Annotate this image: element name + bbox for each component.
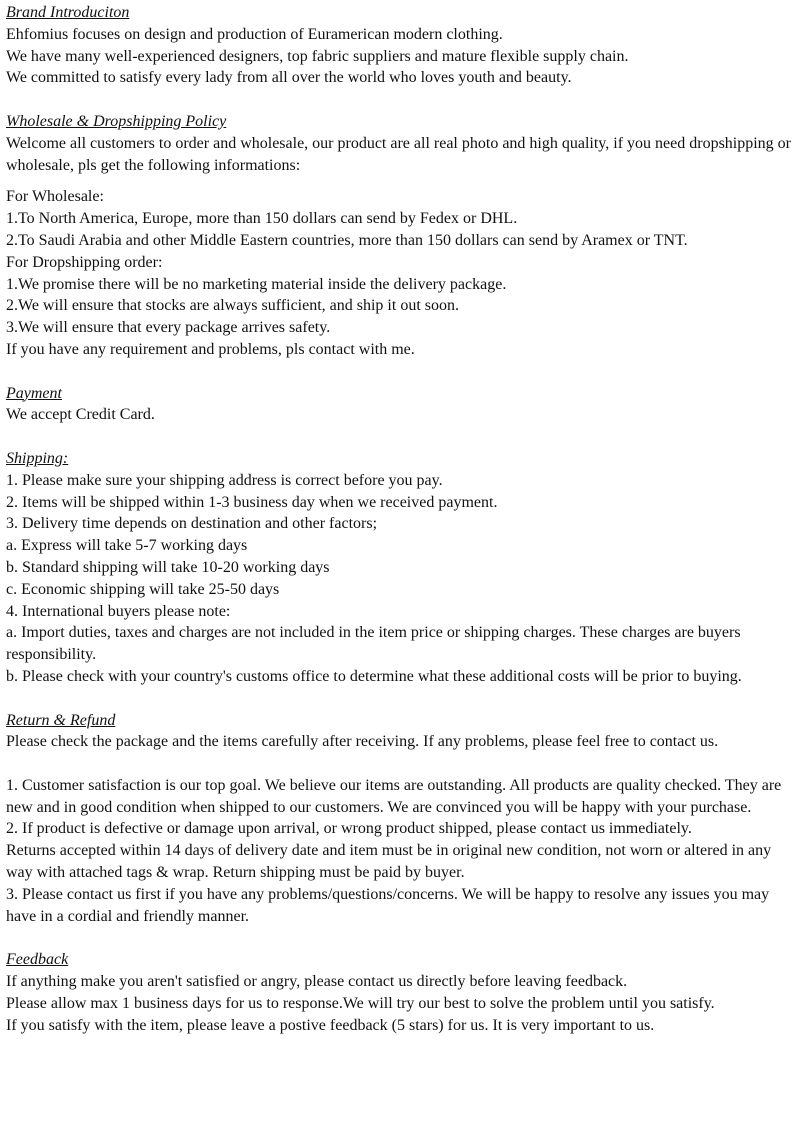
shipping-line: b. Please check with your country's customs office to determine what these additional costs will be prior to buying.	[6, 667, 742, 685]
shipping-line: 4. International buyers please note:	[6, 602, 231, 620]
feedback-title: Feedback	[6, 951, 69, 969]
shipping-line: 1. Please make sure your shipping address is correct before you pay.	[6, 471, 443, 489]
dropshipping-line: If you have any requirement and problems, pls contact with me.	[6, 340, 415, 358]
shipping-line: c. Economic shipping will take 25-50 days	[6, 580, 280, 598]
wholesale-title: Wholesale & Dropshipping Policy	[6, 112, 227, 130]
wholesale-section	[6, 111, 794, 361]
dropshipping-line: For Dropshipping order:	[6, 253, 163, 271]
shipping-section	[6, 448, 794, 688]
wholesale-line: 1.To North America, Europe, more than 150 dollars can send by Fedex or DHL.	[6, 210, 518, 228]
brand-title: Brand Introduciton	[6, 4, 130, 21]
shipping-line: a. Express will take 5-7 working days	[6, 537, 248, 555]
dropshipping-line: 3.We will ensure that every package arrives safety.	[6, 319, 331, 337]
feedback-line: If you satisfy with the item, please leave a postive feedback (5 stars) for us. It is very important to us.	[6, 1016, 655, 1034]
dropshipping-line: 1.We promise there will be no marketing material inside the delivery package.	[6, 275, 507, 293]
brand-line: Ehfomius focuses on design and production of Euramerican modern clothing.	[6, 25, 503, 43]
payment-section	[6, 383, 794, 427]
wholesale-line: 2.To Saudi Arabia and other Middle Eastern countries, more than 150 dollars can send by Aramex or TNT.	[6, 231, 688, 249]
wholesale-intro: Welcome all customers to order and wholesale, our product are all real photo and high quality, if you need dropshipping or wholesale, pls get the following informations:	[6, 134, 792, 174]
feedback-section	[6, 949, 794, 1036]
returns-title: Return & Refund	[6, 711, 116, 729]
shipping-line: b. Standard shipping will take 10-20 working days	[6, 558, 330, 576]
returns-intro: Please check the package and the items carefully after receiving. If any problems, please feel free to contact us.	[6, 733, 719, 751]
feedback-line: Please allow max 1 business days for us to response.We will try our best to solve the problem until you satisfy.	[6, 994, 715, 1012]
payment-title: Payment	[6, 384, 62, 402]
returns-line: 3. Please contact us first if you have any problems/questions/concerns. We will be happy to resolve any issues you may have in a cordial and friendly manner.	[6, 885, 770, 925]
dropshipping-line: 2.We will ensure that stocks are always sufficient, and ship it out soon.	[6, 297, 459, 315]
shipping-line: a. Import duties, taxes and charges are not included in the item price or shipping charges. These charges are buyers responsibility.	[6, 624, 741, 664]
payment-line: We accept Credit Card.	[6, 406, 155, 424]
feedback-line: If anything make you aren't satisfied or angry, please contact us directly before leaving feedback.	[6, 973, 628, 991]
returns-line: Returns accepted within 14 days of delivery date and item must be in original new condition, not worn or altered in any way with attached tags & wrap. Return shipping must be paid by buyer.	[6, 842, 772, 882]
shipping-line: 3. Delivery time depends on destination and other factors;	[6, 515, 378, 533]
brand-line: We have many well-experienced designers, top fabric suppliers and mature flexible supply chain.	[6, 47, 629, 65]
shipping-title: Shipping:	[6, 449, 69, 467]
returns-section	[6, 710, 794, 928]
shipping-line: 2. Items will be shipped within 1-3 business day when we received payment.	[6, 493, 498, 511]
wholesale-line: For Wholesale:	[6, 188, 104, 206]
returns-line: 1. Customer satisfaction is our top goal. We believe our items are outstanding. All products are quality checked. They are new and in good condition when shipped to our customers. We are convinced you will be happy with your purchase.	[6, 776, 782, 816]
returns-line: 2. If product is defective or damage upon arrival, or wrong product shipped, please contact us immediately.	[6, 820, 692, 838]
brand-section	[6, 2, 794, 89]
brand-line: We committed to satisfy every lady from all over the world who loves youth and beauty.	[6, 69, 572, 87]
